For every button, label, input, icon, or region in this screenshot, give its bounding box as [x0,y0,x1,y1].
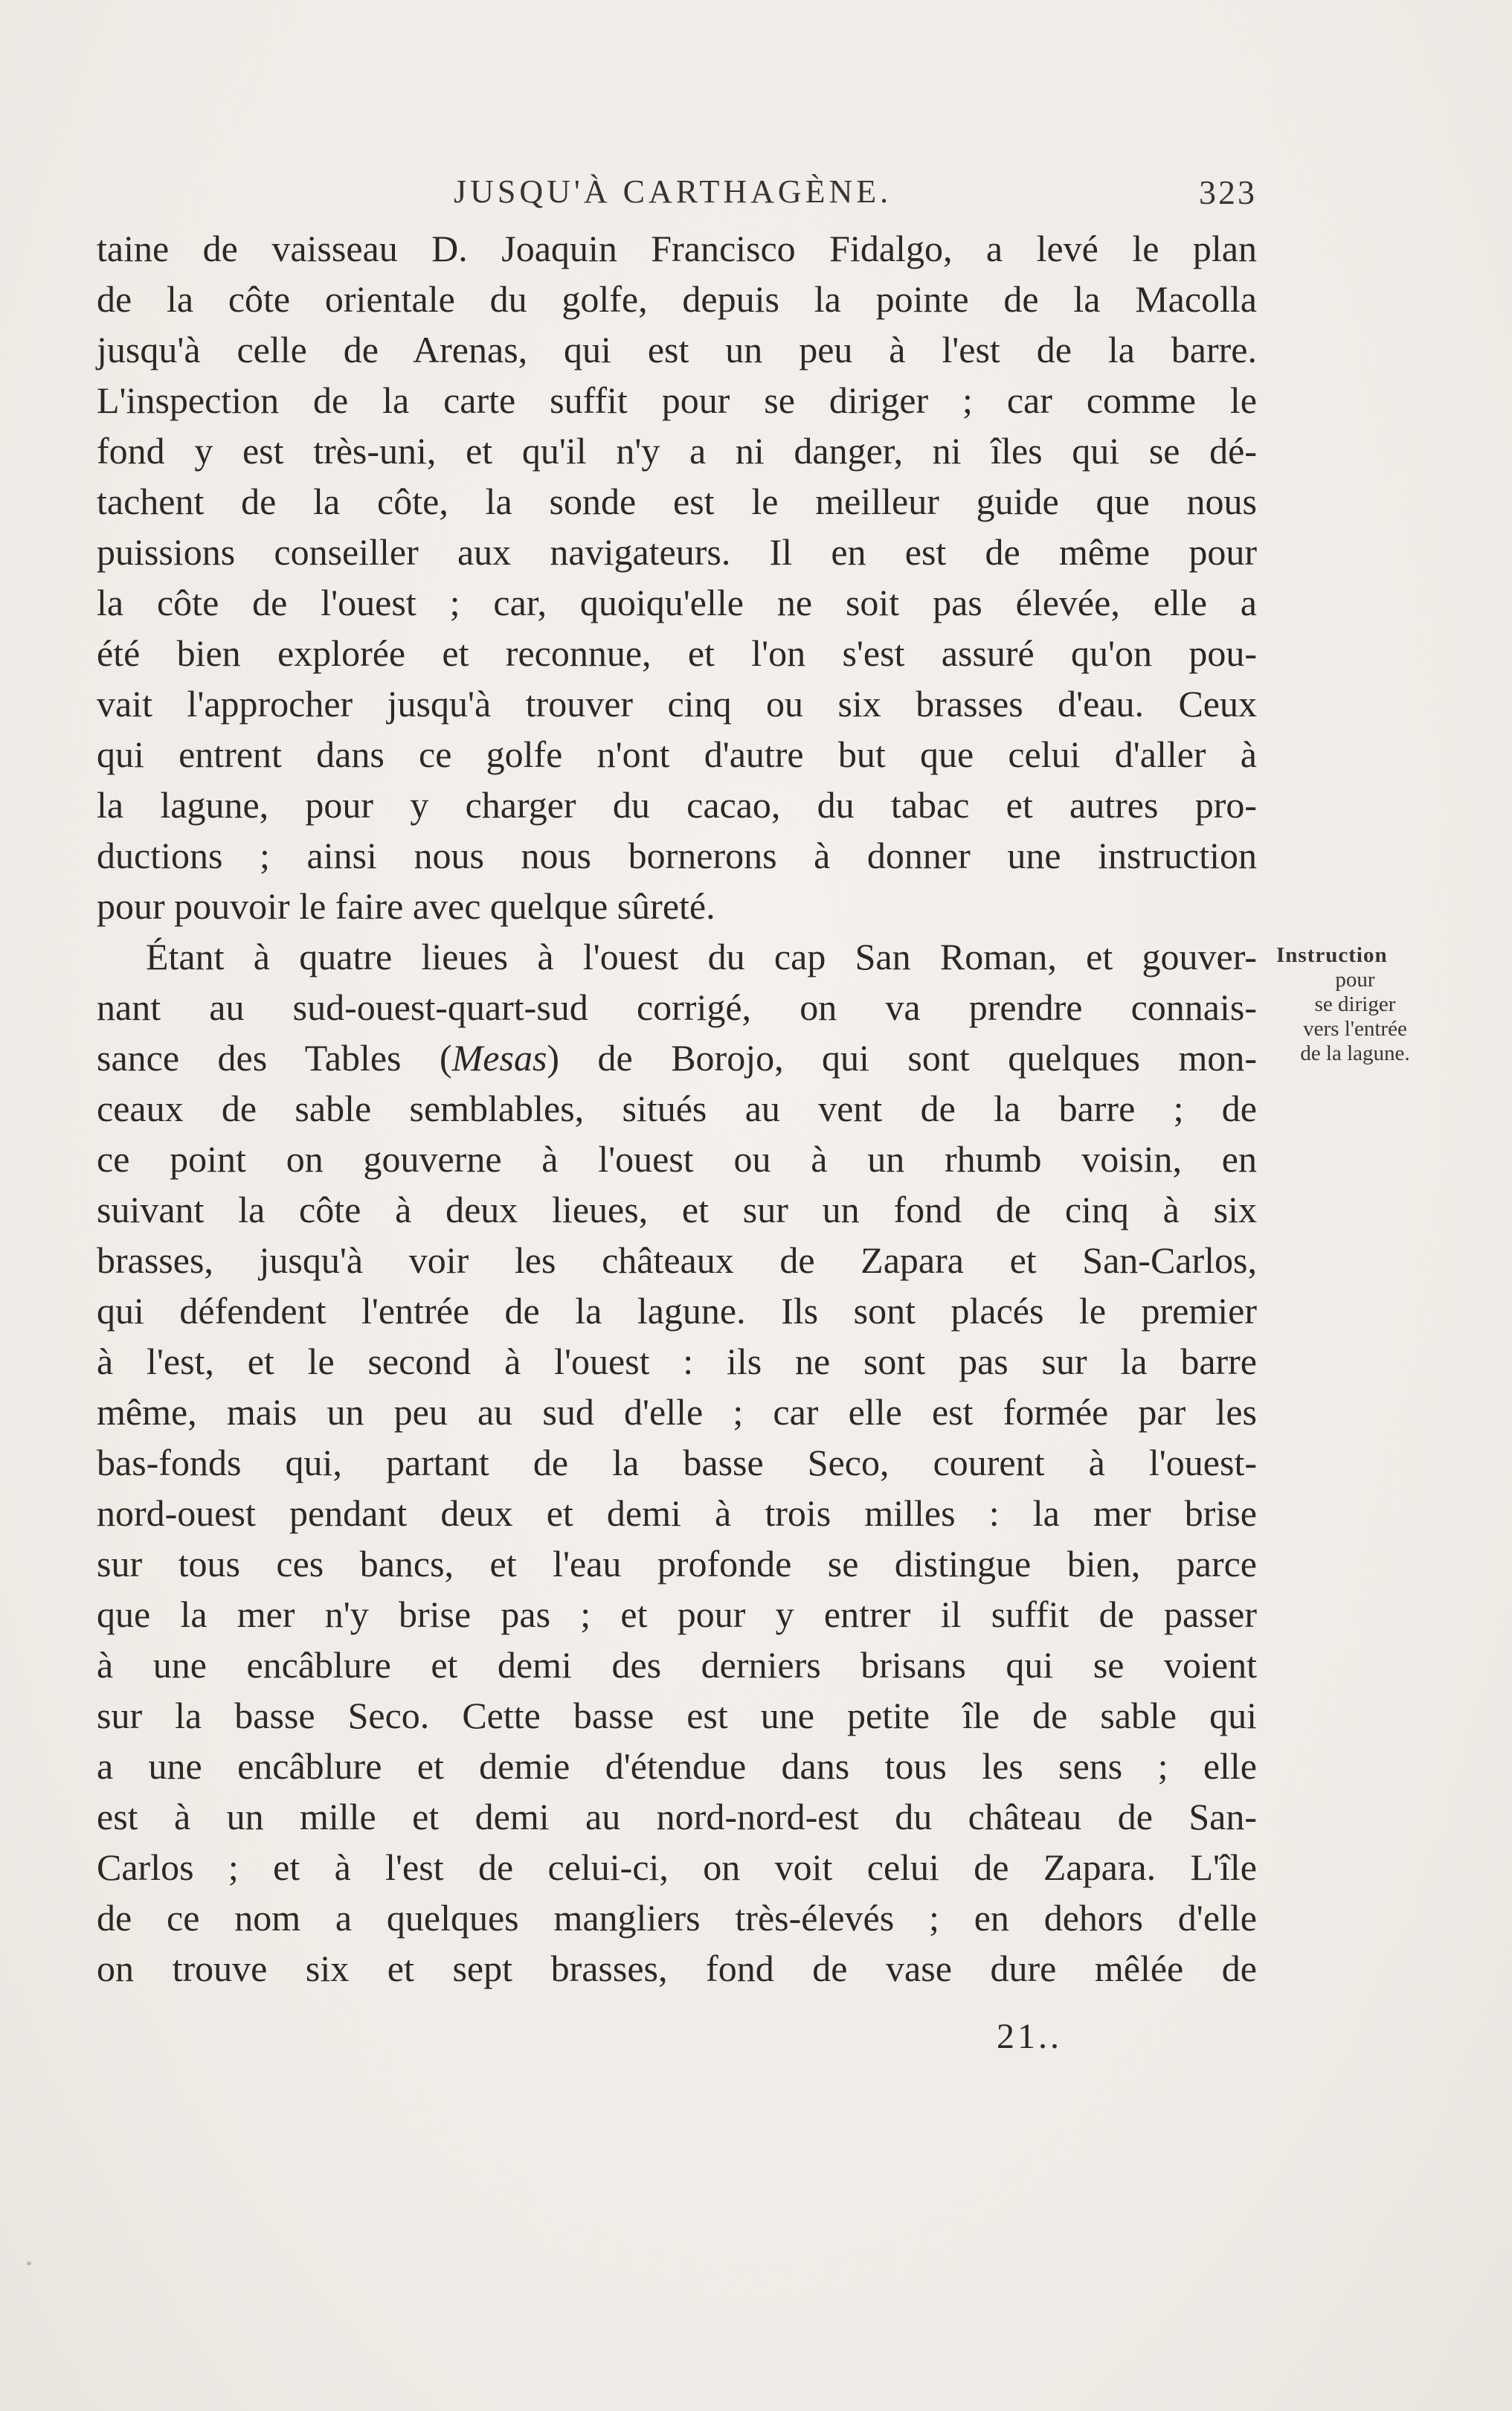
text-line: pour pouvoir le faire avec quelque sûreté. [97,885,715,927]
text-line: à une encâblure et demi des derniers brisans qui se voient [97,1644,1257,1686]
margin-note-line: vers l'entrée [1303,1017,1407,1041]
text-line: on trouve six et sept brasses, fond de vase dure mêlée de [97,1948,1257,1989]
text-line: brasses, jusqu'à voir les châteaux de Zapara et San-Carlos, [97,1239,1257,1281]
text-line: L'inspection de la carte suffit pour se diriger ; car comme le [97,379,1257,421]
page-number: 323 [1199,173,1257,211]
text-line: qui défendent l'entrée de la lagune. Ils sont placés le premier [97,1290,1257,1332]
running-head [97,173,1257,217]
margin-note-line: se diriger [1314,992,1396,1016]
text-line: de la côte orientale du golfe, depuis la pointe de la Macolla [97,278,1257,320]
text-line: jusqu'à celle de Arenas, qui est un peu à l'est de la barre. [97,329,1257,370]
text-line: sur tous ces bancs, et l'eau profonde se distingue bien, parce [97,1543,1257,1585]
text-line: même, mais un peu au sud d'elle ; car elle est formée par les [97,1391,1257,1433]
text-line: puissions conseiller aux navigateurs. Il en est de même pour [97,531,1257,573]
text-line: ce point on gouverne à l'ouest ou à un rhumb voisin, en [97,1138,1257,1180]
body-text [97,223,1257,1994]
text-line: la côte de l'ouest ; car, quoiqu'elle ne soit pas élevée, elle a [97,582,1257,623]
text-line: sur la basse Seco. Cette basse est une petite île de sable qui [97,1695,1257,1736]
text-line: a une encâblure et demie d'étendue dans tous les sens ; elle [97,1745,1257,1787]
text-segment: sance des Tables ( [97,1037,452,1079]
margin-note-line: pour [1335,968,1375,992]
paper-speck [27,2261,31,2265]
text-line: la lagune, pour y charger du cacao, du tabac et autres pro- [97,784,1257,826]
text-line: nord-ouest pendant deux et demi à trois milles : la mer brise [97,1492,1257,1534]
text-line: suivant la côte à deux lieues, et sur un fond de cinq à six [97,1189,1257,1230]
running-head-title: JUSQU'À CARTHAGÈNE. [454,173,892,210]
text-segment: ) de Borojo, qui sont quelques mon- [547,1037,1257,1079]
text-line: ductions ; ainsi nous nous bornerons à donner une instruction [97,835,1257,876]
text-line: été bien explorée et reconnue, et l'on s'est assuré qu'on pou- [97,632,1257,674]
text-line: vait l'approcher jusqu'à trouver cinq ou six brasses d'eau. Ceux [97,683,1257,725]
text-line: tachent de la côte, la sonde est le meilleur guide que nous [97,481,1257,522]
text-line: est à un mille et demi au nord-nord-est du château de San- [97,1796,1257,1837]
text-line: à l'est, et le second à l'ouest : ils ne sont pas sur la barre [97,1341,1257,1382]
signature-mark: 21.. [997,2017,1062,2056]
italic-term: Mesas [451,1037,547,1079]
text-line: Carlos ; et à l'est de celui-ci, on voit celui de Zapara. L'île [97,1846,1257,1888]
text-line: que la mer n'y brise pas ; et pour y entrer il suffit de passer [97,1593,1257,1635]
text-line: Étant à quatre lieues à l'ouest du cap San Roman, et gouver- [146,936,1257,977]
text-line: nant au sud-ouest-quart-sud corrigé, on va prendre connais- [97,986,1257,1028]
text-line: qui entrent dans ce golfe n'ont d'autre but que celui d'aller à [97,733,1257,775]
margin-note-line: de la lagune. [1300,1041,1410,1065]
text-line: bas-fonds qui, partant de la basse Seco, courent à l'ouest- [97,1442,1257,1483]
text-line-with-italic [97,1033,1257,1083]
text-line: fond y est très-uni, et qu'il n'y a ni danger, ni îles qui se dé- [97,430,1257,472]
margin-note-line: Instruction [1276,943,1388,967]
margin-note [1273,943,1437,1066]
text-line: de ce nom a quelques mangliers très-élevés ; en dehors d'elle [97,1897,1257,1939]
text-line: ceaux de sable semblables, situés au vent de la barre ; de [97,1088,1257,1129]
text-line: taine de vaisseau D. Joaquin Francisco Fidalgo, a levé le plan [97,228,1257,269]
